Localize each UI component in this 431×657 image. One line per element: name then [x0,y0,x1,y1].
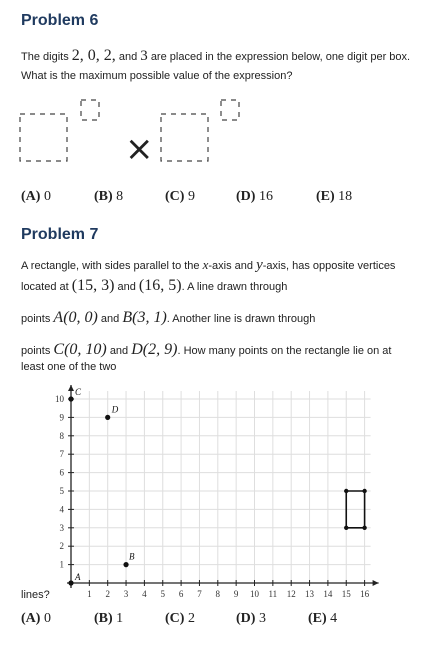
x-tick-label: 10 [250,589,259,599]
choice-a[interactable] [21,611,51,627]
problem-6-heading: Problem 6 [21,12,99,29]
y-axis-var: y [256,257,263,273]
choice-b[interactable] [94,189,123,205]
x-tick-label: 4 [142,589,147,599]
x-tick-label: 15 [341,589,351,599]
point-b-label: B [129,551,135,562]
choice-letter: (D) [236,611,256,626]
x-tick-label: 12 [286,589,296,599]
y-tick-label: 6 [59,467,64,478]
choice-value: 18 [338,189,353,204]
choice-c[interactable] [165,611,195,627]
point-b-math: B(3, 1) [122,309,167,326]
exponent-box-2 [221,100,239,120]
choice-b[interactable] [94,611,123,627]
vertex-2-math: (16, 5) [138,277,182,294]
point-b-dot [123,562,128,567]
choice-letter: (C) [165,611,185,626]
x-tick-label: 14 [323,589,333,599]
problem-6-statement-line-2: What is the maximum possible value of the expression? [21,70,293,82]
rectangle-vertex-dot [362,489,366,493]
problem-7-statement-line-6: lines? [21,589,50,601]
choice-e[interactable] [308,611,337,627]
y-tick-label: 3 [59,522,64,533]
base-box-1 [20,114,67,161]
statement-text: are placed in the expression below, one digit per box. [150,51,411,63]
statement-text: . How many points on the rectangle lie on at [177,345,392,357]
choice-value: 0 [43,189,51,204]
grid-lines [71,391,371,583]
choice-value: 1 [116,611,124,626]
point-a-math: A(0, 0) [53,309,98,326]
x-tick-label: 16 [360,589,370,599]
point-d-label: D [111,404,119,415]
choice-letter: (B) [94,611,113,626]
x-tick-label: 11 [268,589,278,599]
digits-math: 2, 0, 2, [71,47,116,64]
statement-text: A rectangle, with sides parallel to the [21,260,200,272]
choice-d[interactable] [236,189,273,205]
y-tick-label: 2 [59,541,64,552]
choice-a[interactable] [21,189,51,205]
statement-text: points [21,313,51,325]
times-symbol: × [125,129,154,164]
problem-7-statement-line-2 [21,279,287,294]
statement-text: and [118,51,138,63]
choice-letter: (E) [316,189,335,204]
choice-letter: (A) [21,611,41,626]
choice-value: 4 [330,611,338,626]
choice-value: 9 [187,189,195,204]
choice-letter: (B) [94,189,113,204]
coordinate-grid-chart [30,378,390,600]
rectangle-vertex-dot [344,489,348,493]
choice-value: 3 [258,611,266,626]
problem-7-statement-line-1 [21,258,395,273]
choice-value: 8 [116,189,124,204]
x-tick-label: 5 [160,589,165,599]
y-tick-label: 7 [59,449,64,460]
x-tick-label: 13 [305,589,315,599]
point-a-dot [68,580,73,585]
x-tick-label: 2 [105,589,110,599]
expression-boxes [18,96,248,164]
choice-value: 0 [43,611,51,626]
x-axis-arrow [373,580,379,586]
x-axis-var: x [202,257,209,272]
choice-value: 16 [258,189,273,204]
base-box-2 [161,114,208,161]
choice-letter: (A) [21,189,41,204]
y-tick-label: 10 [55,394,64,404]
vertex-1-math: (15, 3) [71,277,115,294]
x-tick-label: 1 [87,589,92,599]
y-tick-label: 1 [59,559,64,570]
statement-text: located at [21,281,69,293]
y-tick-label: 4 [59,504,64,515]
problem-7-statement-line-5: least one of the two [21,361,117,373]
x-tick-label: 3 [123,589,129,599]
statement-text: and [117,281,136,293]
statement-text: and [100,313,120,325]
statement-text: and [109,345,129,357]
y-tick-label: 8 [59,430,64,441]
statement-text: . A line drawn through [181,281,288,293]
choice-letter: (C) [165,189,185,204]
statement-text: -axis and [208,260,254,272]
choice-d[interactable] [236,611,266,627]
y-tick-label: 5 [59,486,64,496]
y-tick-label: 9 [59,412,64,423]
point-d-dot [105,415,110,420]
statement-text: points [21,345,51,357]
statement-text: . Another line is drawn through [166,313,316,325]
choice-letter: (D) [236,189,256,204]
point-c-label: C [75,387,82,397]
problem-7-statement-line-3 [21,311,315,326]
x-tick-label: 9 [233,589,239,599]
tick-labels [55,394,370,599]
statement-text: The digits [21,51,69,63]
problem-7-statement-line-4 [21,343,391,358]
choice-value: 2 [187,611,195,626]
point-d-math: D(2, 9) [131,341,178,358]
statement-text: -axis, has opposite vertices [262,260,396,272]
exponent-box-1 [81,100,99,120]
choice-letter: (E) [308,611,327,626]
rectangle-vertex-dot [362,526,366,530]
point-a-label: A [75,572,81,582]
digit-three-math: 3 [140,48,148,64]
x-tick-label: 6 [178,589,184,599]
problem-6-statement-line-1 [21,49,410,64]
y-axis-arrow [68,385,74,391]
x-tick-label: 8 [215,589,221,599]
chart-points [68,387,135,586]
choice-e[interactable] [316,189,352,205]
axes [67,385,379,588]
x-tick-label: 7 [197,589,202,599]
point-c-dot [68,396,73,401]
choice-c[interactable] [165,189,195,205]
point-c-math: C(0, 10) [53,341,107,358]
rectangle-vertex-dot [344,526,348,530]
problem-7-heading: Problem 7 [21,226,99,243]
